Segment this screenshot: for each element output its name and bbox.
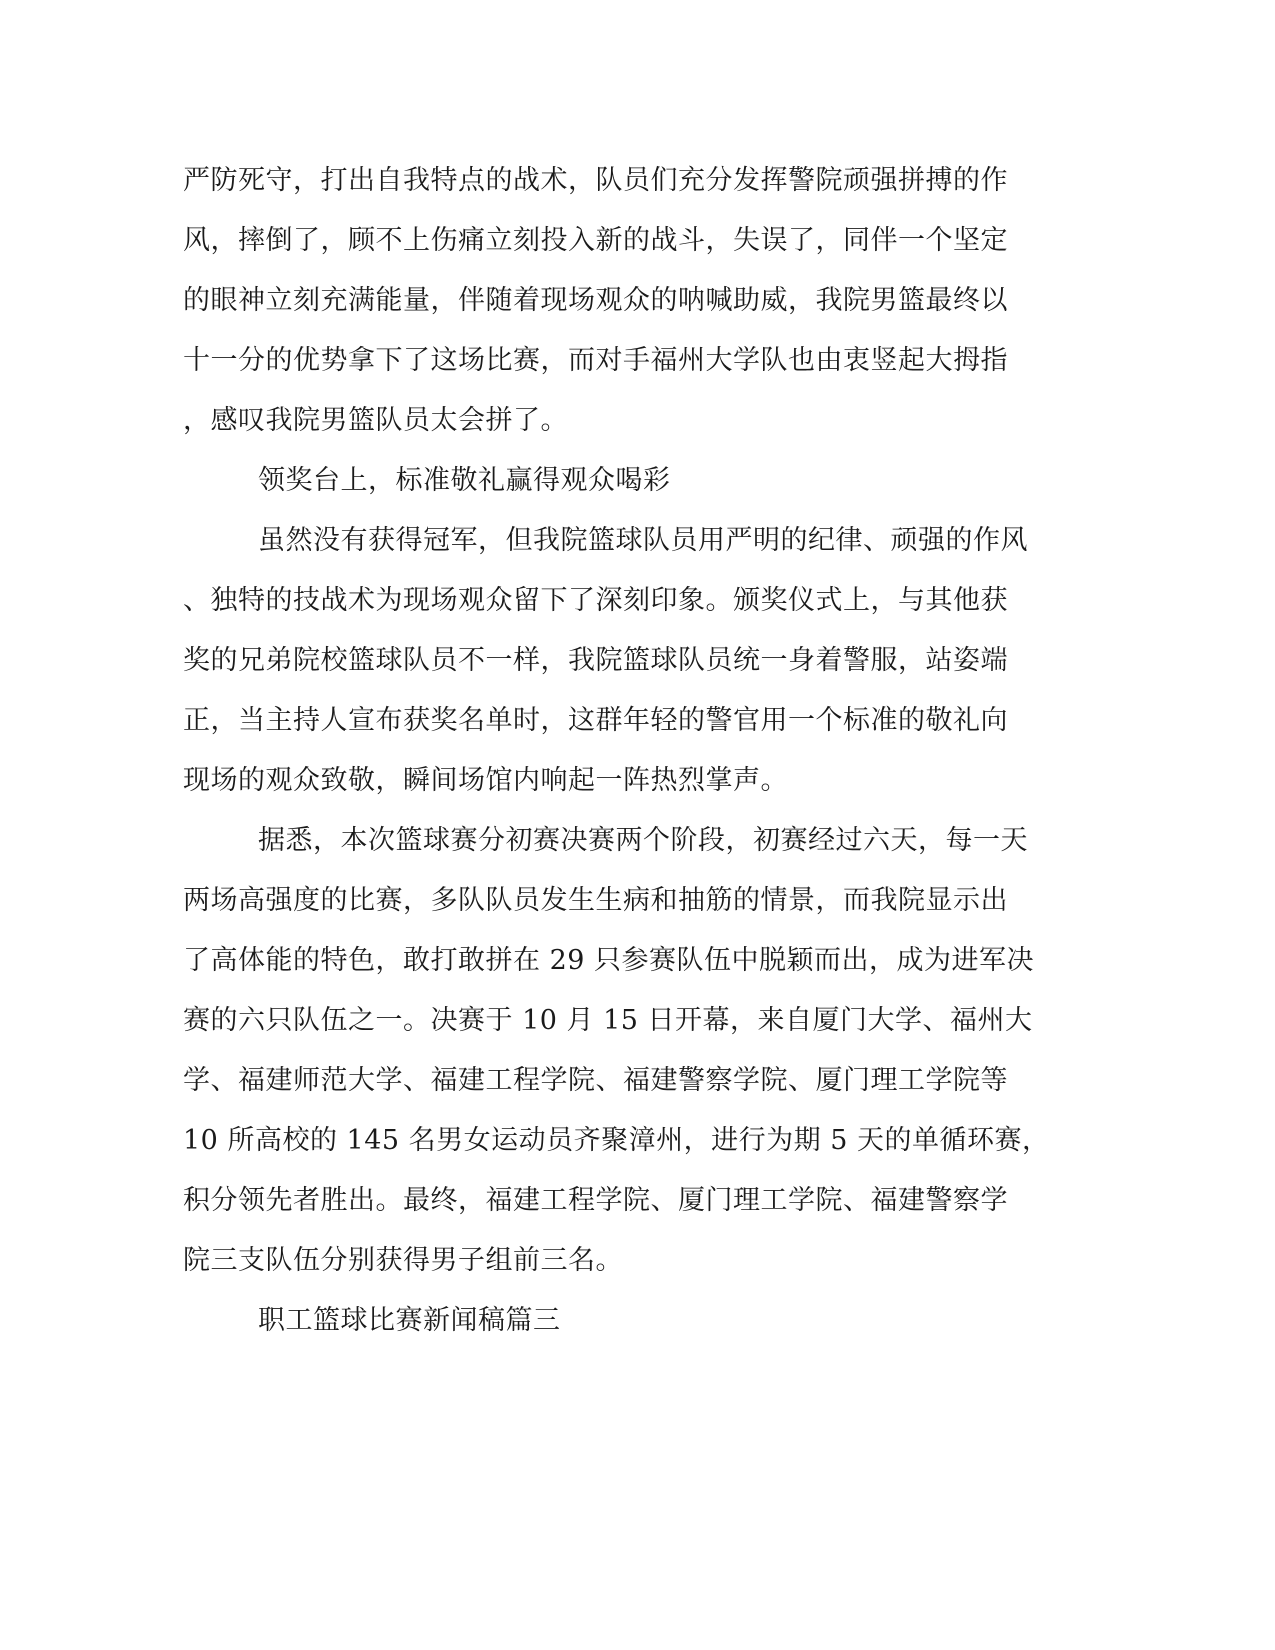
paragraph-line: 据悉，本次篮球赛分初赛决赛两个阶段，初赛经过六天，每一天 [258, 825, 1028, 856]
section-heading: 领奖台上，标准敬礼赢得观众喝彩 [258, 465, 671, 496]
paragraph-line: 10 所高校的 145 名男女运动员齐聚漳州，进行为期 5 天的单循环赛， [183, 1125, 1050, 1156]
paragraph-line: 十一分的优势拿下了这场比赛，而对手福州大学队也由衷竖起大拇指 [183, 345, 1008, 376]
paragraph-line: 赛的六只队伍之一。决赛于 10 月 15 日开幕，来自厦门大学、福州大 [183, 1005, 1033, 1036]
paragraph-line: 风，摔倒了，顾不上伤痛立刻投入新的战斗，失误了，同伴一个坚定 [183, 225, 1008, 256]
paragraph-line: 正，当主持人宣布获奖名单时，这群年轻的警官用一个标准的敬礼向 [183, 705, 1008, 736]
paragraph-line: 学、福建师范大学、福建工程学院、福建警察学院、厦门理工学院等 [183, 1065, 1008, 1096]
paragraph-line: 现场的观众致敬，瞬间场馆内响起一阵热烈掌声。 [183, 765, 788, 796]
paragraph-line: 的眼神立刻充满能量，伴随着现场观众的呐喊助威，我院男篮最终以 [183, 285, 1008, 316]
paragraph-line: 虽然没有获得冠军，但我院篮球队员用严明的纪律、顽强的作风 [258, 525, 1028, 556]
paragraph-line: 、独特的技战术为现场观众留下了深刻印象。颁奖仪式上，与其他获 [183, 585, 1008, 616]
paragraph-line: 了高体能的特色，敢打敢拼在 29 只参赛队伍中脱颖而出，成为进军决 [183, 945, 1035, 976]
paragraph-line: 奖的兄弟院校篮球队员不一样，我院篮球队员统一身着警服，站姿端 [183, 645, 1008, 676]
paragraph-line: 院三支队伍分别获得男子组前三名。 [183, 1245, 623, 1276]
article-body [183, 161, 1067, 1361]
paragraph-line: 严防死守，打出自我特点的战术，队员们充分发挥警院顽强拼搏的作 [183, 165, 1008, 196]
article-title-next: 职工篮球比赛新闻稿篇三 [258, 1305, 561, 1336]
paragraph-line: 两场高强度的比赛，多队队员发生生病和抽筋的情景，而我院显示出 [183, 885, 1008, 916]
paragraph-line: ，感叹我院男篮队员太会拼了。 [183, 405, 568, 436]
paragraph-line: 积分领先者胜出。最终，福建工程学院、厦门理工学院、福建警察学 [183, 1185, 1008, 1216]
